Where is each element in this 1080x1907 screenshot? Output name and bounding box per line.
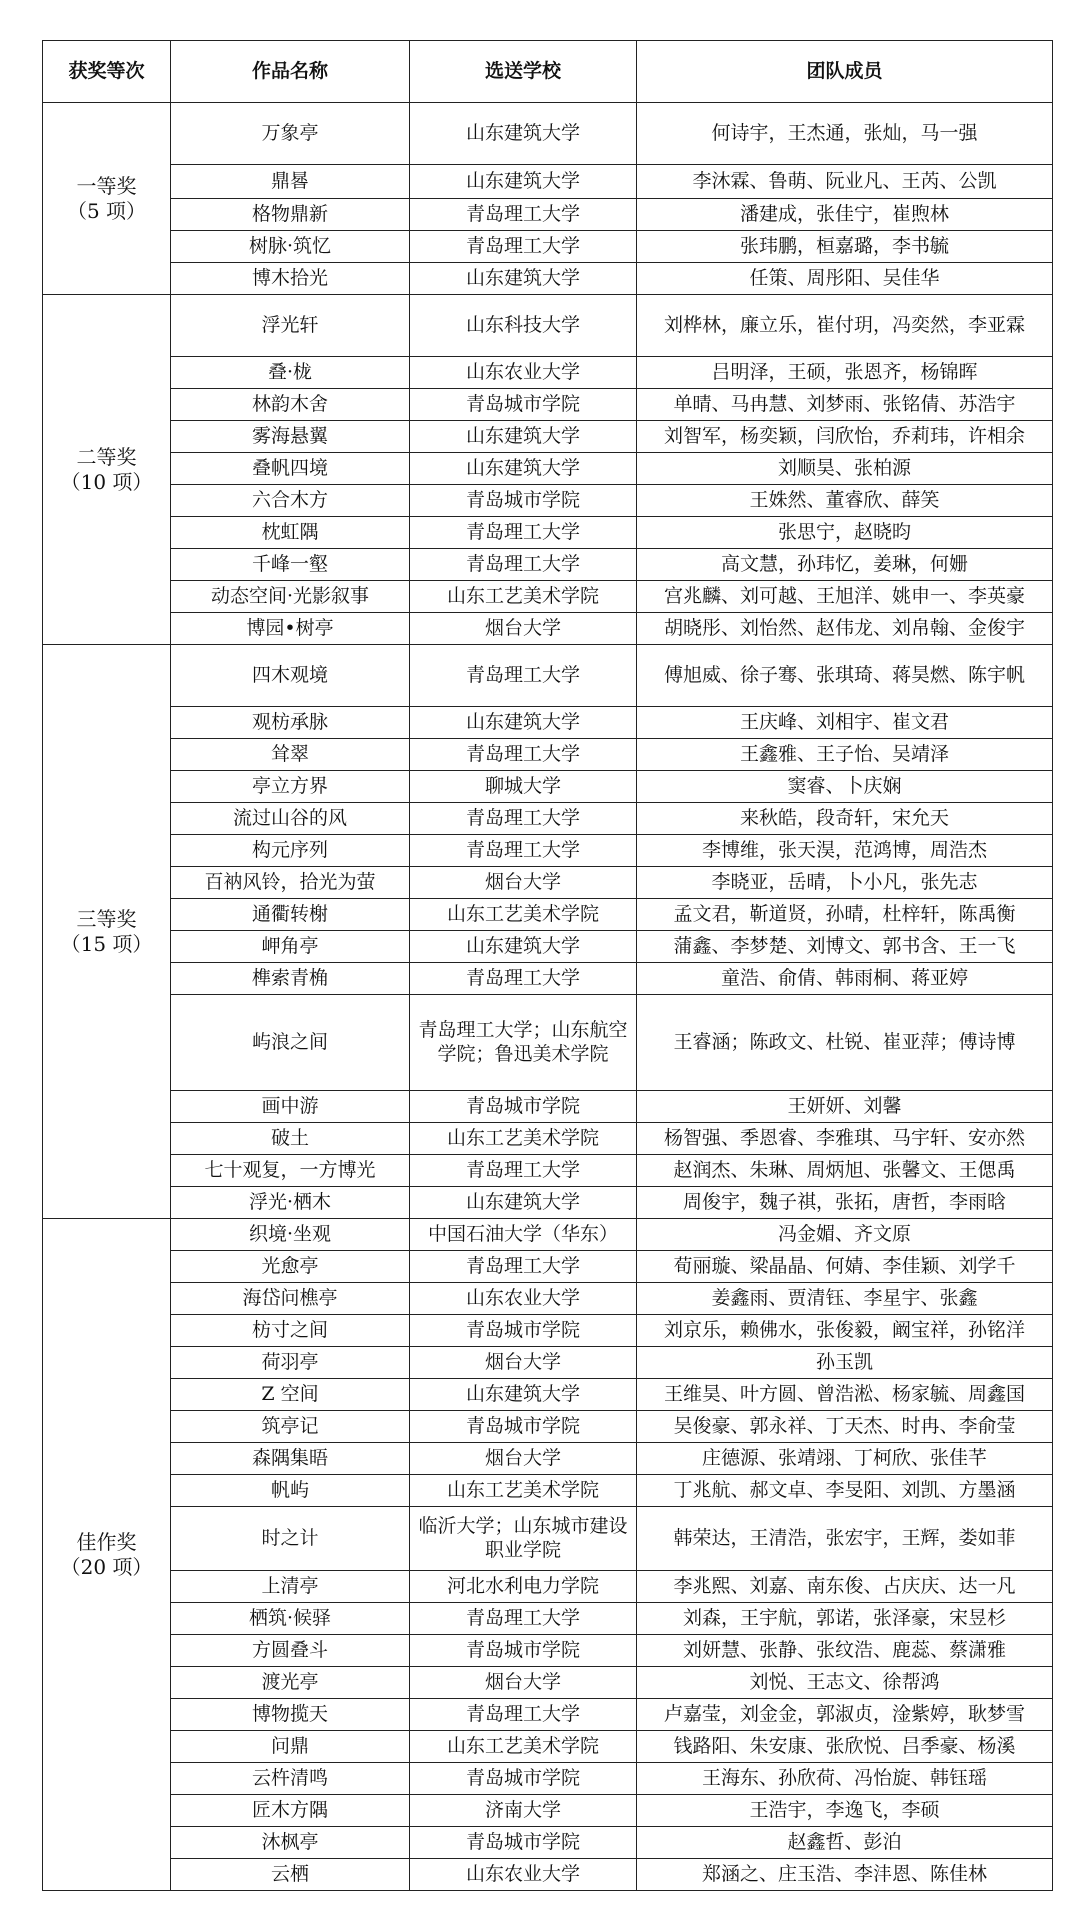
award-grade-count: （15 项） bbox=[60, 931, 153, 956]
team-members-cell: 高文慧，孙玮忆，姜琳，何姗 bbox=[637, 549, 1053, 581]
table-row bbox=[43, 1411, 1053, 1443]
awards-table bbox=[42, 40, 1053, 1891]
award-grade-name: 三等奖 bbox=[76, 907, 137, 932]
table-row bbox=[43, 421, 1053, 453]
team-members-cell: 吕明泽，王硕，张恩齐，杨锦晖 bbox=[637, 357, 1053, 389]
table-row bbox=[43, 739, 1053, 771]
table-row bbox=[43, 1603, 1053, 1635]
table-row bbox=[43, 995, 1053, 1091]
award-grade-count: （10 项） bbox=[60, 469, 153, 494]
school-cell: 青岛城市学院 bbox=[410, 1411, 637, 1443]
work-name-cell: 栖筑·候驿 bbox=[171, 1603, 410, 1635]
work-name-cell: 千峰一壑 bbox=[171, 549, 410, 581]
work-name-cell: 榫索青桷 bbox=[171, 963, 410, 995]
school-cell: 聊城大学 bbox=[410, 771, 637, 803]
table-row bbox=[43, 931, 1053, 963]
header-school: 选送学校 bbox=[410, 41, 637, 103]
team-members-cell: 刘顺昊、张柏源 bbox=[637, 453, 1053, 485]
work-name-cell: 森隅集晤 bbox=[171, 1443, 410, 1475]
team-members-cell: 刘悦、王志文、徐帮鸿 bbox=[637, 1667, 1053, 1699]
school-cell: 青岛城市学院 bbox=[410, 1091, 637, 1123]
work-name-cell: 亭立方界 bbox=[171, 771, 410, 803]
work-name-cell: 云栖 bbox=[171, 1859, 410, 1891]
table-row bbox=[43, 485, 1053, 517]
award-grade-count: （20 项） bbox=[60, 1554, 153, 1579]
work-name-cell: 枋寸之间 bbox=[171, 1315, 410, 1347]
table-row bbox=[43, 453, 1053, 485]
school-cell: 青岛理工大学；山东航空学院；鲁迅美术学院 bbox=[410, 995, 637, 1091]
school-cell: 山东建筑大学 bbox=[410, 453, 637, 485]
team-members-cell: 刘桦林，廉立乐，崔付玥，冯奕然，李亚霖 bbox=[637, 295, 1053, 357]
school-cell: 青岛城市学院 bbox=[410, 1315, 637, 1347]
school-cell: 山东建筑大学 bbox=[410, 931, 637, 963]
work-name-cell: 荷羽亭 bbox=[171, 1347, 410, 1379]
school-cell: 青岛理工大学 bbox=[410, 835, 637, 867]
school-cell: 山东建筑大学 bbox=[410, 165, 637, 199]
school-cell: 青岛理工大学 bbox=[410, 1155, 637, 1187]
table-row bbox=[43, 645, 1053, 707]
work-name-cell: 流过山谷的风 bbox=[171, 803, 410, 835]
team-members-cell: 宫兆麟、刘可越、王旭洋、姚申一、李英豪 bbox=[637, 581, 1053, 613]
table-row bbox=[43, 1347, 1053, 1379]
team-members-cell: 韩荣达，王清浩，张宏宇，王辉，娄如菲 bbox=[637, 1507, 1053, 1571]
work-name-cell: 耸翠 bbox=[171, 739, 410, 771]
team-members-cell: 王海东、孙欣荷、冯怡旋、韩钰瑶 bbox=[637, 1763, 1053, 1795]
work-name-cell: 动态空间·光影叙事 bbox=[171, 581, 410, 613]
table-row bbox=[43, 103, 1053, 165]
header-row bbox=[43, 41, 1053, 103]
team-members-cell: 窦睿、卜庆娴 bbox=[637, 771, 1053, 803]
school-cell: 青岛城市学院 bbox=[410, 1763, 637, 1795]
school-cell: 烟台大学 bbox=[410, 1667, 637, 1699]
table-row bbox=[43, 613, 1053, 645]
awards-body bbox=[43, 103, 1053, 1891]
school-cell: 山东农业大学 bbox=[410, 1859, 637, 1891]
team-members-cell: 王妍妍、刘馨 bbox=[637, 1091, 1053, 1123]
table-row bbox=[43, 1219, 1053, 1251]
school-cell: 烟台大学 bbox=[410, 613, 637, 645]
table-row bbox=[43, 1699, 1053, 1731]
school-cell: 青岛理工大学 bbox=[410, 199, 637, 231]
team-members-cell: 丁兆航、郝文卓、李旻阳、刘凯、方墨涵 bbox=[637, 1475, 1053, 1507]
team-members-cell: 姜鑫雨、贾清钰、李星宇、张鑫 bbox=[637, 1283, 1053, 1315]
school-cell: 青岛理工大学 bbox=[410, 803, 637, 835]
work-name-cell: 浮光·栖木 bbox=[171, 1187, 410, 1219]
award-grade-cell bbox=[43, 103, 171, 295]
table-row bbox=[43, 1475, 1053, 1507]
school-cell: 青岛城市学院 bbox=[410, 1635, 637, 1667]
team-members-cell: 王维昊、叶方圆、曾浩淞、杨家毓、周鑫国 bbox=[637, 1379, 1053, 1411]
award-grade-name: 一等奖 bbox=[76, 174, 137, 199]
work-name-cell: 岬角亭 bbox=[171, 931, 410, 963]
school-cell: 济南大学 bbox=[410, 1795, 637, 1827]
table-row bbox=[43, 295, 1053, 357]
school-cell: 烟台大学 bbox=[410, 867, 637, 899]
table-row bbox=[43, 1123, 1053, 1155]
team-members-cell: 吴俊豪、郭永祥、丁天杰、时冉、李俞莹 bbox=[637, 1411, 1053, 1443]
school-cell: 山东科技大学 bbox=[410, 295, 637, 357]
team-members-cell: 刘森，王宇航，郭诺，张泽豪，宋昱杉 bbox=[637, 1603, 1053, 1635]
school-cell: 青岛城市学院 bbox=[410, 485, 637, 517]
work-name-cell: 博物揽天 bbox=[171, 1699, 410, 1731]
header-grade: 获奖等次 bbox=[43, 41, 171, 103]
table-row bbox=[43, 1091, 1053, 1123]
team-members-cell: 赵润杰、朱琳、周炳旭、张馨文、王偲禹 bbox=[637, 1155, 1053, 1187]
team-members-cell: 刘京乐，赖佛水，张俊毅，阚宝祥，孙铭洋 bbox=[637, 1315, 1053, 1347]
award-grade-count: （5 项） bbox=[66, 198, 147, 223]
team-members-cell: 王鑫雅、王子怡、吴靖泽 bbox=[637, 739, 1053, 771]
team-members-cell: 李沐霖、鲁萌、阮业凡、王芮、公凯 bbox=[637, 165, 1053, 199]
team-members-cell: 单晴、马冉慧、刘梦雨、张铭倩、苏浩宇 bbox=[637, 389, 1053, 421]
team-members-cell: 胡晓彤、刘怡然、赵伟龙、刘帛翰、金俊宇 bbox=[637, 613, 1053, 645]
team-members-cell: 王庆峰、刘相宇、崔文君 bbox=[637, 707, 1053, 739]
award-grade-name: 二等奖 bbox=[76, 445, 137, 470]
team-members-cell: 张思宁，赵晓昀 bbox=[637, 517, 1053, 549]
table-row bbox=[43, 1859, 1053, 1891]
school-cell: 山东建筑大学 bbox=[410, 263, 637, 295]
table-row bbox=[43, 1795, 1053, 1827]
work-name-cell: 构元序列 bbox=[171, 835, 410, 867]
header-work: 作品名称 bbox=[171, 41, 410, 103]
team-members-cell: 杨智强、季恩睿、李雅琪、马宇轩、安亦然 bbox=[637, 1123, 1053, 1155]
work-name-cell: 观枋承脉 bbox=[171, 707, 410, 739]
table-row bbox=[43, 867, 1053, 899]
team-members-cell: 郑涵之、庄玉浩、李沣恩、陈佳林 bbox=[637, 1859, 1053, 1891]
work-name-cell: 云杵清鸣 bbox=[171, 1763, 410, 1795]
school-cell: 河北水利电力学院 bbox=[410, 1571, 637, 1603]
work-name-cell: 万象亭 bbox=[171, 103, 410, 165]
school-cell: 青岛理工大学 bbox=[410, 739, 637, 771]
table-row bbox=[43, 1379, 1053, 1411]
work-name-cell: 时之计 bbox=[171, 1507, 410, 1571]
work-name-cell: 方圆叠斗 bbox=[171, 1635, 410, 1667]
work-name-cell: 叠帆四境 bbox=[171, 453, 410, 485]
award-grade-cell bbox=[43, 295, 171, 645]
team-members-cell: 赵鑫哲、彭泊 bbox=[637, 1827, 1053, 1859]
work-name-cell: 破土 bbox=[171, 1123, 410, 1155]
school-cell: 青岛理工大学 bbox=[410, 963, 637, 995]
work-name-cell: 四木观境 bbox=[171, 645, 410, 707]
table-row bbox=[43, 1187, 1053, 1219]
team-members-cell: 荀丽璇、梁晶晶、何婧、李佳颖、刘学千 bbox=[637, 1251, 1053, 1283]
team-members-cell: 何诗宇，王杰通，张灿，马一强 bbox=[637, 103, 1053, 165]
team-members-cell: 孟文君，靳道贤，孙晴，杜梓轩，陈禹衡 bbox=[637, 899, 1053, 931]
team-members-cell: 张玮鹏，桓嘉璐，李书毓 bbox=[637, 231, 1053, 263]
work-name-cell: 渡光亭 bbox=[171, 1667, 410, 1699]
team-members-cell: 冯金媚、齐文原 bbox=[637, 1219, 1053, 1251]
award-grade-cell bbox=[43, 645, 171, 1219]
table-row bbox=[43, 1827, 1053, 1859]
school-cell: 山东农业大学 bbox=[410, 357, 637, 389]
school-cell: 烟台大学 bbox=[410, 1443, 637, 1475]
team-members-cell: 庄德源、张靖翊、丁柯欣、张佳芊 bbox=[637, 1443, 1053, 1475]
table-row bbox=[43, 803, 1053, 835]
award-grade-name: 佳作奖 bbox=[76, 1530, 137, 1555]
work-name-cell: 百衲风铃，拾光为萤 bbox=[171, 867, 410, 899]
team-members-cell: 钱路阳、朱安康、张欣悦、吕季豪、杨溪 bbox=[637, 1731, 1053, 1763]
school-cell: 山东建筑大学 bbox=[410, 103, 637, 165]
school-cell: 青岛城市学院 bbox=[410, 1827, 637, 1859]
team-members-cell: 任策、周彤阳、吴佳华 bbox=[637, 263, 1053, 295]
work-name-cell: 枕虹隅 bbox=[171, 517, 410, 549]
table-row bbox=[43, 581, 1053, 613]
work-name-cell: 树脉·筑忆 bbox=[171, 231, 410, 263]
work-name-cell: 沐枫亭 bbox=[171, 1827, 410, 1859]
table-row bbox=[43, 1731, 1053, 1763]
team-members-cell: 李晓亚，岳晴，卜小凡，张先志 bbox=[637, 867, 1053, 899]
team-members-cell: 卢嘉莹，刘金金，郭淑贞，淦紫婷，耿梦雪 bbox=[637, 1699, 1053, 1731]
team-members-cell: 王姝然、董睿欣、薛笑 bbox=[637, 485, 1053, 517]
table-row bbox=[43, 1251, 1053, 1283]
school-cell: 山东建筑大学 bbox=[410, 1187, 637, 1219]
table-row bbox=[43, 231, 1053, 263]
work-name-cell: 博园•树亭 bbox=[171, 613, 410, 645]
school-cell: 山东建筑大学 bbox=[410, 1379, 637, 1411]
table-row bbox=[43, 707, 1053, 739]
work-name-cell: 织境·坐观 bbox=[171, 1219, 410, 1251]
work-name-cell: 叠·栊 bbox=[171, 357, 410, 389]
school-cell: 青岛理工大学 bbox=[410, 1603, 637, 1635]
school-cell: 烟台大学 bbox=[410, 1347, 637, 1379]
team-members-cell: 傅旭威、徐子骞、张琪琦、蒋昊燃、陈宇帆 bbox=[637, 645, 1053, 707]
school-cell: 山东农业大学 bbox=[410, 1283, 637, 1315]
team-members-cell: 李博维，张天淏，范鸿博，周浩杰 bbox=[637, 835, 1053, 867]
work-name-cell: 光愈亭 bbox=[171, 1251, 410, 1283]
school-cell: 青岛理工大学 bbox=[410, 1699, 637, 1731]
table-row bbox=[43, 1763, 1053, 1795]
table-row bbox=[43, 1571, 1053, 1603]
school-cell: 山东工艺美术学院 bbox=[410, 1475, 637, 1507]
team-members-cell: 童浩、俞倩、韩雨桐、蒋亚婷 bbox=[637, 963, 1053, 995]
work-name-cell: 问鼎 bbox=[171, 1731, 410, 1763]
school-cell: 青岛理工大学 bbox=[410, 645, 637, 707]
work-name-cell: 屿浪之间 bbox=[171, 995, 410, 1091]
table-row bbox=[43, 1155, 1053, 1187]
team-members-cell: 王睿涵；陈政文、杜锐、崔亚萍；傅诗博 bbox=[637, 995, 1053, 1091]
table-row bbox=[43, 1507, 1053, 1571]
work-name-cell: 帆屿 bbox=[171, 1475, 410, 1507]
school-cell: 中国石油大学（华东） bbox=[410, 1219, 637, 1251]
table-row bbox=[43, 165, 1053, 199]
team-members-cell: 周俊宇，魏子祺，张拓，唐哲，李雨晗 bbox=[637, 1187, 1053, 1219]
table-row bbox=[43, 1315, 1053, 1347]
work-name-cell: 格物鼎新 bbox=[171, 199, 410, 231]
work-name-cell: 林韵木舍 bbox=[171, 389, 410, 421]
table-row bbox=[43, 771, 1053, 803]
school-cell: 青岛理工大学 bbox=[410, 549, 637, 581]
school-cell: 青岛理工大学 bbox=[410, 231, 637, 263]
work-name-cell: 画中游 bbox=[171, 1091, 410, 1123]
table-row bbox=[43, 389, 1053, 421]
table-row bbox=[43, 263, 1053, 295]
table-row bbox=[43, 1283, 1053, 1315]
work-name-cell: 六合木方 bbox=[171, 485, 410, 517]
team-members-cell: 来秋皓，段奇轩，宋允天 bbox=[637, 803, 1053, 835]
school-cell: 山东建筑大学 bbox=[410, 707, 637, 739]
table-row bbox=[43, 835, 1053, 867]
table-row bbox=[43, 1443, 1053, 1475]
work-name-cell: 筑亭记 bbox=[171, 1411, 410, 1443]
school-cell: 山东工艺美术学院 bbox=[410, 1731, 637, 1763]
work-name-cell: 通衢转榭 bbox=[171, 899, 410, 931]
work-name-cell: 鼎晷 bbox=[171, 165, 410, 199]
team-members-cell: 刘妍慧、张静、张纹浩、鹿蕊、蔡潇雅 bbox=[637, 1635, 1053, 1667]
header-team: 团队成员 bbox=[637, 41, 1053, 103]
work-name-cell: 浮光轩 bbox=[171, 295, 410, 357]
work-name-cell: 海岱问樵亭 bbox=[171, 1283, 410, 1315]
team-members-cell: 蒲鑫、李梦楚、刘博文、郭书含、王一飞 bbox=[637, 931, 1053, 963]
table-row bbox=[43, 1635, 1053, 1667]
table-row bbox=[43, 1667, 1053, 1699]
team-members-cell: 李兆熙、刘嘉、南东俊、占庆庆、达一凡 bbox=[637, 1571, 1053, 1603]
school-cell: 山东工艺美术学院 bbox=[410, 1123, 637, 1155]
school-cell: 山东工艺美术学院 bbox=[410, 581, 637, 613]
school-cell: 山东建筑大学 bbox=[410, 421, 637, 453]
table-row bbox=[43, 549, 1053, 581]
team-members-cell: 王浩宇，李逸飞，李硕 bbox=[637, 1795, 1053, 1827]
work-name-cell: 上清亭 bbox=[171, 1571, 410, 1603]
award-grade-cell bbox=[43, 1219, 171, 1891]
work-name-cell: 七十观复，一方博光 bbox=[171, 1155, 410, 1187]
work-name-cell: Z 空间 bbox=[171, 1379, 410, 1411]
table-row bbox=[43, 899, 1053, 931]
table-row bbox=[43, 517, 1053, 549]
school-cell: 青岛理工大学 bbox=[410, 517, 637, 549]
school-cell: 青岛理工大学 bbox=[410, 1251, 637, 1283]
table-row bbox=[43, 357, 1053, 389]
school-cell: 青岛城市学院 bbox=[410, 389, 637, 421]
table-row bbox=[43, 199, 1053, 231]
work-name-cell: 匠木方隅 bbox=[171, 1795, 410, 1827]
school-cell: 临沂大学；山东城市建设职业学院 bbox=[410, 1507, 637, 1571]
work-name-cell: 博木拾光 bbox=[171, 263, 410, 295]
team-members-cell: 潘建成，张佳宁，崔煦林 bbox=[637, 199, 1053, 231]
school-cell: 山东工艺美术学院 bbox=[410, 899, 637, 931]
table-row bbox=[43, 963, 1053, 995]
team-members-cell: 孙玉凯 bbox=[637, 1347, 1053, 1379]
team-members-cell: 刘智军，杨奕颖，闫欣怡，乔莉玮，许相余 bbox=[637, 421, 1053, 453]
work-name-cell: 雾海悬翼 bbox=[171, 421, 410, 453]
